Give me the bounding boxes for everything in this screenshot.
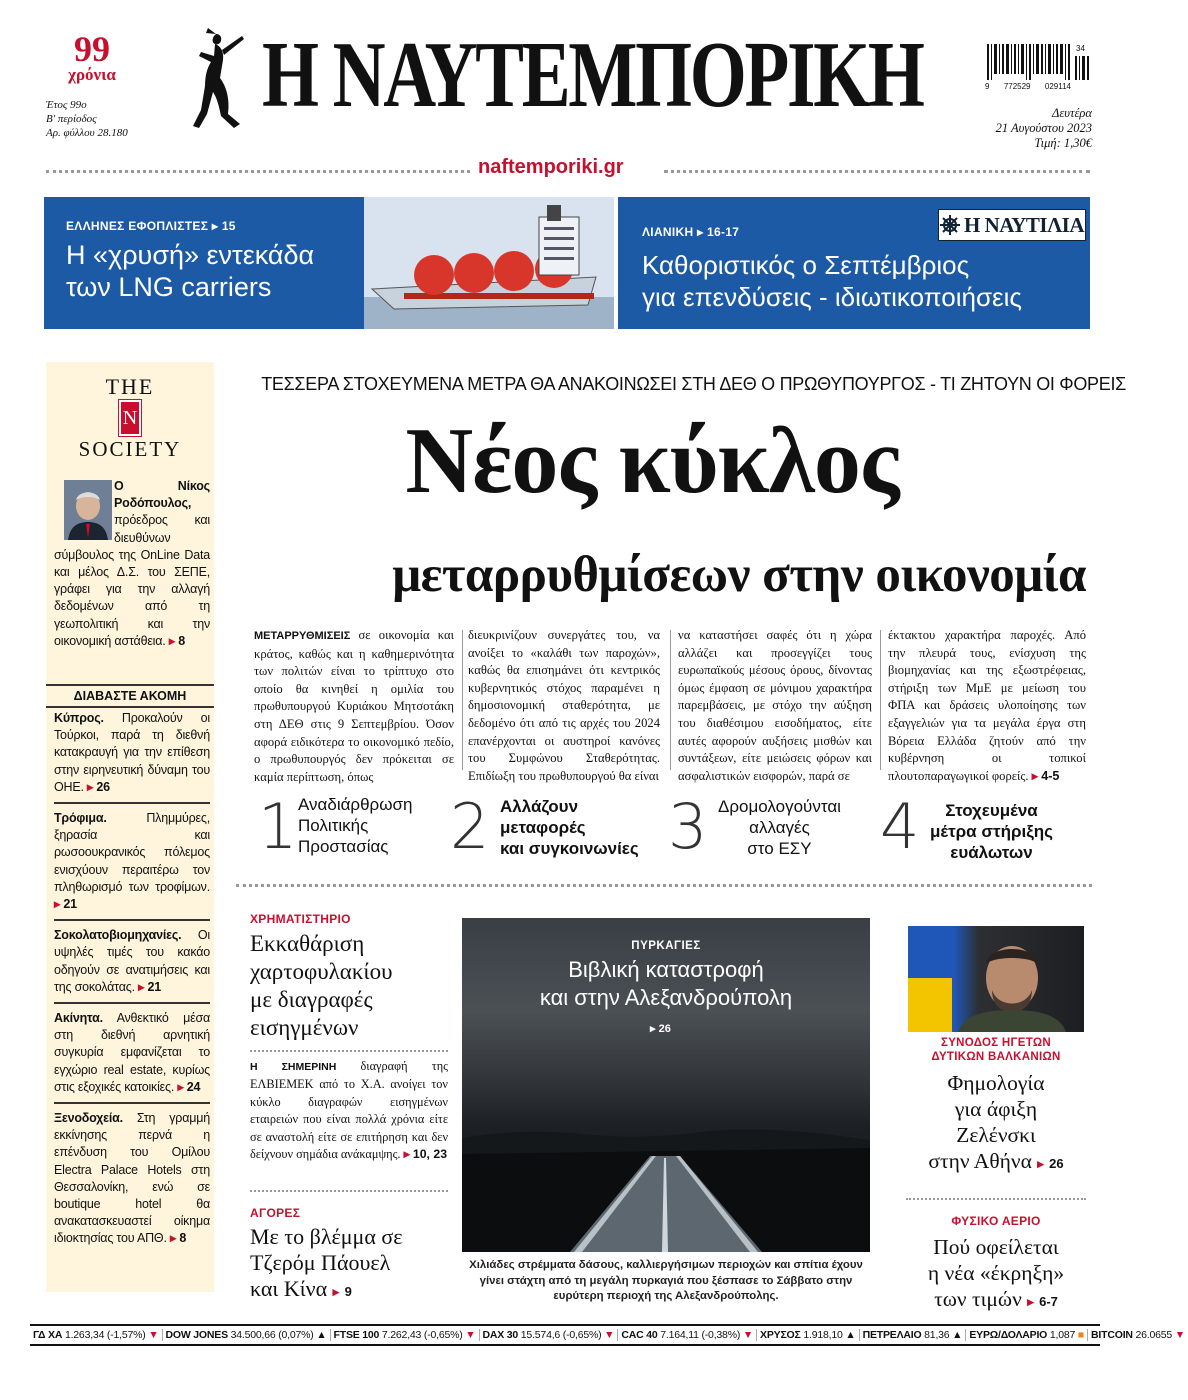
market-ticker xyxy=(30,1324,1185,1346)
stock-lead-word: Η ΣΗΜΕΡΙΝΗ xyxy=(250,1061,337,1073)
arrow-icon: ▸ xyxy=(1031,768,1039,783)
ticker-item[interactable] xyxy=(618,1329,757,1341)
arrow-up-icon: ▲ xyxy=(316,1329,327,1341)
ticker-value: 15.574,6 (-0,65%) xyxy=(520,1329,602,1341)
sidebar-item-realestate[interactable] xyxy=(54,1010,210,1096)
column-rule xyxy=(880,630,881,770)
issue-day: Δευτέρα xyxy=(1052,106,1092,120)
brand-the: THE xyxy=(105,374,155,399)
sidebar-divider xyxy=(54,802,210,804)
barcode-icon xyxy=(985,44,1071,80)
issue-year: Έτος 99ο xyxy=(46,99,87,111)
sidebar-item-page: 21 xyxy=(147,979,161,994)
nautilia-badge[interactable] xyxy=(938,209,1086,241)
sidebar-item-chocolate[interactable] xyxy=(54,927,210,996)
fire-kicker: ΠΥΡΚΑΓΙΕΣ xyxy=(631,940,701,952)
point-2[interactable] xyxy=(450,790,660,870)
sidebar-item-lead: Ακίνητα. xyxy=(54,1011,103,1026)
sidebar-divider xyxy=(54,1002,210,1004)
arrow-icon: ▸ xyxy=(332,1284,340,1299)
profile-name: Ο Νίκος Ροδόπουλος, xyxy=(114,479,210,511)
markets-title xyxy=(250,1224,448,1305)
ticker-item[interactable] xyxy=(1088,1329,1188,1341)
barcode-digit-1: 9 xyxy=(985,82,990,91)
point-number: 4 xyxy=(880,790,920,863)
arrow-down-icon: ▼ xyxy=(465,1329,476,1341)
stock-markets-divider xyxy=(250,1190,448,1192)
lead-column-4-page: 4-5 xyxy=(1041,768,1060,783)
sidebar-more-list xyxy=(54,710,210,1248)
point-line: Αλλάζουν xyxy=(500,797,579,816)
lead-column-1 xyxy=(254,627,454,786)
banner-right-page: 16-17 xyxy=(707,225,740,239)
banner-left-title-line2: των LNG carriers xyxy=(66,272,272,302)
barcode-digit-2: 772529 xyxy=(1003,82,1031,91)
ticker-value: 7.262,43 (-0,65%) xyxy=(381,1329,463,1341)
summit-title xyxy=(906,1070,1086,1177)
banner-left[interactable] xyxy=(44,197,614,329)
arrow-down-icon: ▼ xyxy=(148,1329,159,1341)
ticker-value: 1.918,10 xyxy=(803,1329,843,1341)
square-icon: ■ xyxy=(1077,1329,1085,1341)
ticker-item[interactable] xyxy=(966,1329,1088,1341)
ticker-value: 81,36 xyxy=(924,1329,950,1341)
brand-n-logo xyxy=(119,400,141,436)
ticker-item[interactable] xyxy=(757,1329,860,1341)
sidebar-item-lead: Ξενοδοχεία. xyxy=(54,1111,123,1126)
summit-title-line: Φημολογία xyxy=(947,1071,1045,1095)
summit-kicker-line: ΣΥΝΟΔΟΣ ΗΓΕΤΩΝ xyxy=(941,1037,1051,1049)
ticker-item[interactable] xyxy=(860,1329,967,1341)
summit-kicker xyxy=(906,1036,1086,1064)
stock-page: 10, 23 xyxy=(412,1147,448,1162)
arrow-icon: ▸ xyxy=(168,633,175,648)
fire-photo[interactable] xyxy=(462,918,870,1252)
arrow-down-icon: ▼ xyxy=(742,1329,754,1341)
arrow-up-icon: ▲ xyxy=(845,1329,856,1341)
stock-dots xyxy=(250,1050,448,1052)
ticker-item[interactable] xyxy=(30,1329,163,1341)
arrow-icon: ▸ xyxy=(1027,1294,1034,1309)
arrow-icon: ▸ xyxy=(403,1147,410,1162)
issue-period: Β' περίοδος xyxy=(46,113,97,125)
lng-ship-illustration xyxy=(364,197,614,329)
summit-gas-divider xyxy=(906,1198,1086,1200)
stock-story[interactable] xyxy=(250,912,448,1163)
stock-text xyxy=(250,1058,448,1163)
gas-page: 6-7 xyxy=(1039,1294,1058,1309)
ticker-value: 34.500,66 (0,07%) xyxy=(230,1329,314,1341)
markets-story[interactable] xyxy=(250,1206,448,1305)
summit-kicker-line: ΔΥΤΙΚΩΝ ΒΑΛΚΑΝΙΩΝ xyxy=(931,1051,1061,1063)
banner-right-title-line1: Καθοριστικός ο Σεπτέμβριος xyxy=(642,250,970,280)
gas-title-line: των τιμών xyxy=(934,1287,1022,1311)
sidebar-item-hotels[interactable] xyxy=(54,1110,210,1248)
lead-subhead[interactable]: μεταρρυθμίσεων στην οικονομία xyxy=(392,547,1086,603)
zelensky-photo[interactable] xyxy=(908,926,1084,1032)
lead-column-4 xyxy=(888,627,1086,785)
sidebar-item-lead: Κύπρος. xyxy=(54,711,104,725)
arrow-icon: ▸ xyxy=(138,979,145,994)
gas-title-line: η νέα «έκρηξη» xyxy=(927,1261,1065,1285)
summit-story[interactable] xyxy=(906,1036,1086,1177)
brand-society: SOCIETY xyxy=(78,437,182,461)
gas-story[interactable] xyxy=(906,1214,1086,1315)
ticker-value: 26.0655 xyxy=(1135,1329,1173,1341)
ticker-value: 1,087 xyxy=(1049,1329,1076,1341)
ticker-value: 7.164,11 (-0,38%) xyxy=(660,1329,741,1341)
sidebar xyxy=(46,362,214,1292)
markets-kicker: ΑΓΟΡΕΣ xyxy=(250,1206,301,1220)
barcode xyxy=(985,44,1093,96)
point-line: Στοχευμένα xyxy=(945,801,1038,820)
brand-n-letter: N xyxy=(122,406,138,429)
stock-title xyxy=(250,930,448,1042)
ticker-name: CAC 40 xyxy=(621,1329,658,1341)
point-3[interactable] xyxy=(668,790,878,870)
arrow-icon: ▸ xyxy=(697,225,704,239)
masthead-dots-left xyxy=(46,170,470,173)
arrow-up-icon: ▲ xyxy=(952,1329,963,1341)
summit-title-line: στην Αθήνα xyxy=(928,1149,1032,1173)
gas-title xyxy=(906,1234,1086,1315)
sidebar-divider xyxy=(54,1102,210,1104)
ticker-name: DAX 30 xyxy=(482,1329,519,1341)
point-1[interactable] xyxy=(258,790,448,870)
summit-page: 26 xyxy=(1049,1156,1064,1171)
banner-right[interactable] xyxy=(618,197,1090,329)
sidebar-item-text: Στη γραμμή εκκίνησης περνά η επένδυση του Ομίλου Electra Palace Hotels στη Θεσσαλονίκη, ενώ σε boutique hotel θα ανακατασκευαστεί οίκημα ιδιοκτησίας του ΑΠΘ. xyxy=(54,1111,210,1246)
arrow-down-icon: ▼ xyxy=(604,1329,615,1341)
ticker-name: ΧΡΥΣΟΣ xyxy=(760,1329,801,1341)
fire-title-line: Βιβλική καταστροφή xyxy=(568,957,764,982)
arrow-icon: ▸ xyxy=(54,897,61,912)
website-link[interactable]: naftemporiki.gr xyxy=(478,156,624,178)
sidebar-item-text: Οι υψηλές τιμές του κακάο οδηγούν σε ανατιμήσεις και της σοκολάτας. xyxy=(54,928,210,994)
point-line: Πολιτικής xyxy=(298,816,369,835)
lead-column-1-text: σε οικονομία και κράτος, καθώς και η καθημερινότητα των πολιτών είναι το τρίπτυχο στο οποίο θα κινηθεί η ομιλία του πρωθυπουργού Κυριάκου Μητσοτάκη στη ΔΕΘ στις 9 Σεπτεμβρίου. Όσον αφορά ειδικότερα το οικονομικό πεδίο, ο πρωθυπουργός δεν πρόκειται σε καμία περίπτωση, όπως xyxy=(254,628,454,784)
stock-title-line: εισηγμένων xyxy=(250,1015,359,1040)
summit-title-line: Ζελένσκι xyxy=(956,1123,1036,1147)
years-badge xyxy=(62,29,122,84)
point-line: Προστασίας xyxy=(298,837,389,856)
sidebar-item-page: 21 xyxy=(63,897,77,912)
fire-title xyxy=(462,956,870,1012)
barcode-digit-3: 029114 xyxy=(1044,82,1071,91)
point-text xyxy=(298,794,412,857)
point-text xyxy=(718,796,841,859)
banner-left-page: 15 xyxy=(221,219,236,233)
sidebar-item-food[interactable] xyxy=(54,810,210,913)
hermes-logo-icon xyxy=(186,24,248,140)
sidebar-item-text: Πλημμύρες, ξηρασία και ρωσοουκρανικός πόλεμος ενισχύουν περαιτέρω τον πληθωρισμό των τροφίμων. xyxy=(54,811,210,894)
point-line: αλλαγές xyxy=(749,818,810,837)
issue-date: 21 Αυγούστου 2023 xyxy=(995,121,1092,135)
ticker-item[interactable] xyxy=(163,1329,331,1341)
point-text xyxy=(930,800,1053,863)
column-rule xyxy=(462,630,463,770)
arrow-icon: ▸ xyxy=(211,219,219,233)
stock-title-line: χαρτοφυλακίου xyxy=(250,959,393,984)
markets-title-line: Τζερόμ Πάουελ xyxy=(250,1250,391,1275)
markets-title-line: Με το βλέμμα σε xyxy=(250,1224,403,1249)
point-line: μέτρα στήριξης xyxy=(930,822,1053,841)
issue-price: Τιμή: 1,30€ xyxy=(1034,136,1092,150)
issue-number: Αρ. φύλλου 28.180 xyxy=(46,127,128,139)
fire-page-ref xyxy=(650,1022,671,1035)
banner-left-title xyxy=(66,239,314,303)
sidebar-divider xyxy=(54,919,210,921)
arrow-icon: ▸ xyxy=(650,1023,656,1035)
ticker-name: DOW JONES xyxy=(165,1329,228,1341)
stock-text-body: διαγραφή της ΕΛΒΙΕΜΕΚ από το Χ.Α. ανοίγει τον κύκλο διαγραφών εισηγμένων εταιρειών που είναι πολλά χρόνια είτε σε αναστολή είτε σε επιτήρηση και δεν δείχνουν σημάδια ανάκαμψης. xyxy=(250,1059,448,1162)
fire-page: 26 xyxy=(658,1023,671,1035)
lead-lead-word: ΜΕΤΑΡΡΥΘΜΙΣΕΙΣ xyxy=(254,630,351,642)
point-number: 2 xyxy=(450,790,490,863)
markets-page: 9 xyxy=(344,1284,352,1299)
fire-caption: Χιλιάδες στρέμματα δάσους, καλλιεργήσιμων περιοχών και σπίτια έχουν γίνει στάχτη από τη μεγάλη πυρκαγιά που ξέσπασε το Σάββατο στην ευρύτερη περιοχή της Αλεξανδρούπολης. xyxy=(469,1259,863,1303)
ticker-name: ΠΕΤΡΕΛΑΙΟ xyxy=(862,1329,922,1341)
banner-right-title xyxy=(642,249,1022,313)
ticker-name: ΕΥΡΩ/ΔΟΛΑΡΙΟ xyxy=(969,1329,1048,1341)
stock-title-line: με διαγραφές xyxy=(250,987,373,1012)
newspaper-title[interactable]: Η ΝΑΥΤΕΜΠΟΡΙΚΗ xyxy=(262,23,923,127)
sidebar-item-lead: Σοκολατοβιομηχανίες. xyxy=(54,928,182,943)
sidebar-item-text: Ανθεκτικό μέσα στη διεθνή αρνητική συγκυρία εμφανίζεται το εγχώριο real estate, κυρίως στις εξοχικές κατοικίες. xyxy=(54,1011,210,1094)
sidebar-item-lead: Τρόφιμα. xyxy=(54,811,107,826)
banner-left-kicker-text: ΕΛΛΗΝΕΣ ΕΦΟΠΛΙΣΤΕΣ xyxy=(66,219,209,233)
point-line: και συγκοινωνίες xyxy=(500,839,639,858)
banner-right-kicker xyxy=(642,225,739,239)
ticker-item[interactable] xyxy=(331,1329,480,1341)
lead-column-4-text: έκτακτου χαρακτήρα παροχές. Από την πλευρά τους, ενίσχυση της βιομηχανίας και της εξωστρέφειας, στήριξη των ΜμΕ με μείωση του ΦΠΑ και δράσεις υλοποίησης των εξαγγελιών για τα μεγάλα έργα στη Βόρεια Ελλάδα ζητούν από την κυβέρνηση οι τοπικοί πλουτοπαραγωγικοί φορείς. xyxy=(888,628,1086,783)
lead-column-2: διευκρινίζουν συνεργάτες του, να ανοίξει το «καλάθι των παροχών», καθώς θα επισημάνει ότι κεντρικός κυβερνητικός στόχος παραμένει η δημοσιονομική σταθερότητα, με δεδομένο ότι από τις αρχές του 2024 επανέρχονται οι αυστηροί κανόνες του Συμφώνου Σταθερότητας. Επιδίωξη του πρωθυπουργού θα είναι xyxy=(468,628,660,783)
lead-headline[interactable]: Νέος κύκλος xyxy=(405,409,899,513)
point-text xyxy=(500,796,639,859)
point-line: στο ΕΣΥ xyxy=(747,839,812,858)
section-divider-dots xyxy=(236,884,1092,887)
sidebar-item-page: 24 xyxy=(186,1079,201,1094)
sidebar-item-cyprus[interactable] xyxy=(54,710,210,796)
masthead-dots-right xyxy=(664,170,1090,173)
point-line: Δρομολογούνται xyxy=(718,797,841,816)
profile-float xyxy=(54,478,114,540)
ship-wheel-icon xyxy=(940,215,960,235)
ticker-item[interactable] xyxy=(480,1329,619,1341)
column-rule xyxy=(670,630,671,770)
sidebar-item-text: Προκαλούν οι Τούρκοι, παρά τη διεθνή κατακραυγή για την επίθεση στην ειρηνευτική δύναμη του ΟΗΕ. xyxy=(54,711,210,794)
profile-text: πρόεδρος και διευθύνων σύμβουλος της OnLine Data και μέλος Δ.Σ. του ΣΕΠΕ, γράφει για την αλλαγή δεδομένων από τη γεωπολιτική και την οικονομική αστάθεια. xyxy=(54,513,210,648)
point-line: ευάλωτων xyxy=(950,843,1033,862)
issue-meta xyxy=(46,98,128,140)
point-line: Αναδιάρθρωση xyxy=(298,795,413,814)
arrow-icon: ▸ xyxy=(177,1079,184,1094)
arrow-icon: ▸ xyxy=(87,779,94,794)
sidebar-item-page: 26 xyxy=(96,779,110,794)
arrow-icon: ▸ xyxy=(1037,1156,1044,1171)
fire-title-line: και στην Αλεξανδρούπολη xyxy=(539,985,793,1010)
sidebar-item-page: 8 xyxy=(179,1231,187,1246)
gas-kicker: ΦΥΣΙΚΟ ΑΕΡΙΟ xyxy=(951,1214,1041,1228)
lead-column-3: να καταστήσει σαφές ότι η χώρα αλλάζει και προσεγγίζει τους ευρωπαϊκούς μέσους όρους, δίνοντας όμως έμφαση σε μόνιμου χαρακτήρα παρεμβάσεις, με στόχο την αύξηση του διαθέσιμου εισοδήματος, είτε αυτές αφορούν αυξήσεις μισθών και συντάξεων, είτε μειώσεις φόρων και ασφαλιστικών εισφορών, παρά σε xyxy=(678,628,872,783)
point-number: 1 xyxy=(258,790,298,863)
arrow-down-icon: ▼ xyxy=(1174,1329,1185,1341)
years-number: 99 xyxy=(74,29,110,69)
summit-title-line: για άφιξη xyxy=(954,1097,1038,1121)
arrow-icon: ▸ xyxy=(170,1231,177,1246)
portrait-illustration xyxy=(908,926,1084,1032)
profile-page: 8 xyxy=(178,633,185,648)
ticker-name: FTSE 100 xyxy=(333,1329,380,1341)
barcode-addon-icon xyxy=(1075,56,1091,80)
banner-right-title-line2: για επενδύσεις - ιδιωτικοποιήσεις xyxy=(642,282,1022,312)
point-line: μεταφορές xyxy=(500,818,586,837)
ticker-name: ΓΔ ΧΑ xyxy=(33,1329,63,1341)
banner-left-title-line1: Η «χρυσή» εντεκάδα xyxy=(66,240,315,270)
point-4[interactable] xyxy=(880,790,1090,870)
markets-title-line: και Κίνα xyxy=(250,1276,328,1301)
point-number: 3 xyxy=(668,790,708,863)
date-block xyxy=(960,106,1092,151)
barcode-issue: 34 xyxy=(1076,44,1085,53)
nautilia-badge-text: Η ΝΑΥΤΙΛΙΑ xyxy=(964,212,1084,237)
years-word: χρόνια xyxy=(68,65,116,84)
barcode-digits xyxy=(985,82,1071,91)
sidebar-more-title: ΔΙΑΒΑΣΤΕ ΑΚΟΜΗ xyxy=(46,684,214,708)
lead-kicker: ΤΕΣΣΕΡΑ ΣΤΟΧΕΥΜΕΝΑ ΜΕΤΡΑ ΘΑ ΑΝΑΚΟΙΝΩΣΕΙ ΣΤΗ ΔΕΘ Ο ΠΡΩΘΥΠΟΥΡΓΟΣ - ΤΙ ΖΗΤΟΥΝ ΟΙ ΦΟΡΕΙΣ xyxy=(261,374,1126,394)
stock-kicker: ΧΡΗΜΑΤΙΣΤΗΡΙΟ xyxy=(250,912,351,926)
profile-blurb[interactable] xyxy=(54,478,210,650)
banner-right-kicker-text: ΛΙΑΝΙΚΗ xyxy=(642,225,694,239)
gas-title-line: Πού οφείλεται xyxy=(933,1235,1059,1259)
stock-title-line: Εκκαθάριση xyxy=(250,931,365,956)
ticker-name: BITCOIN xyxy=(1091,1329,1133,1341)
ticker-value: 1.263,34 (-1,57%) xyxy=(64,1329,146,1341)
banner-left-kicker xyxy=(66,219,236,233)
